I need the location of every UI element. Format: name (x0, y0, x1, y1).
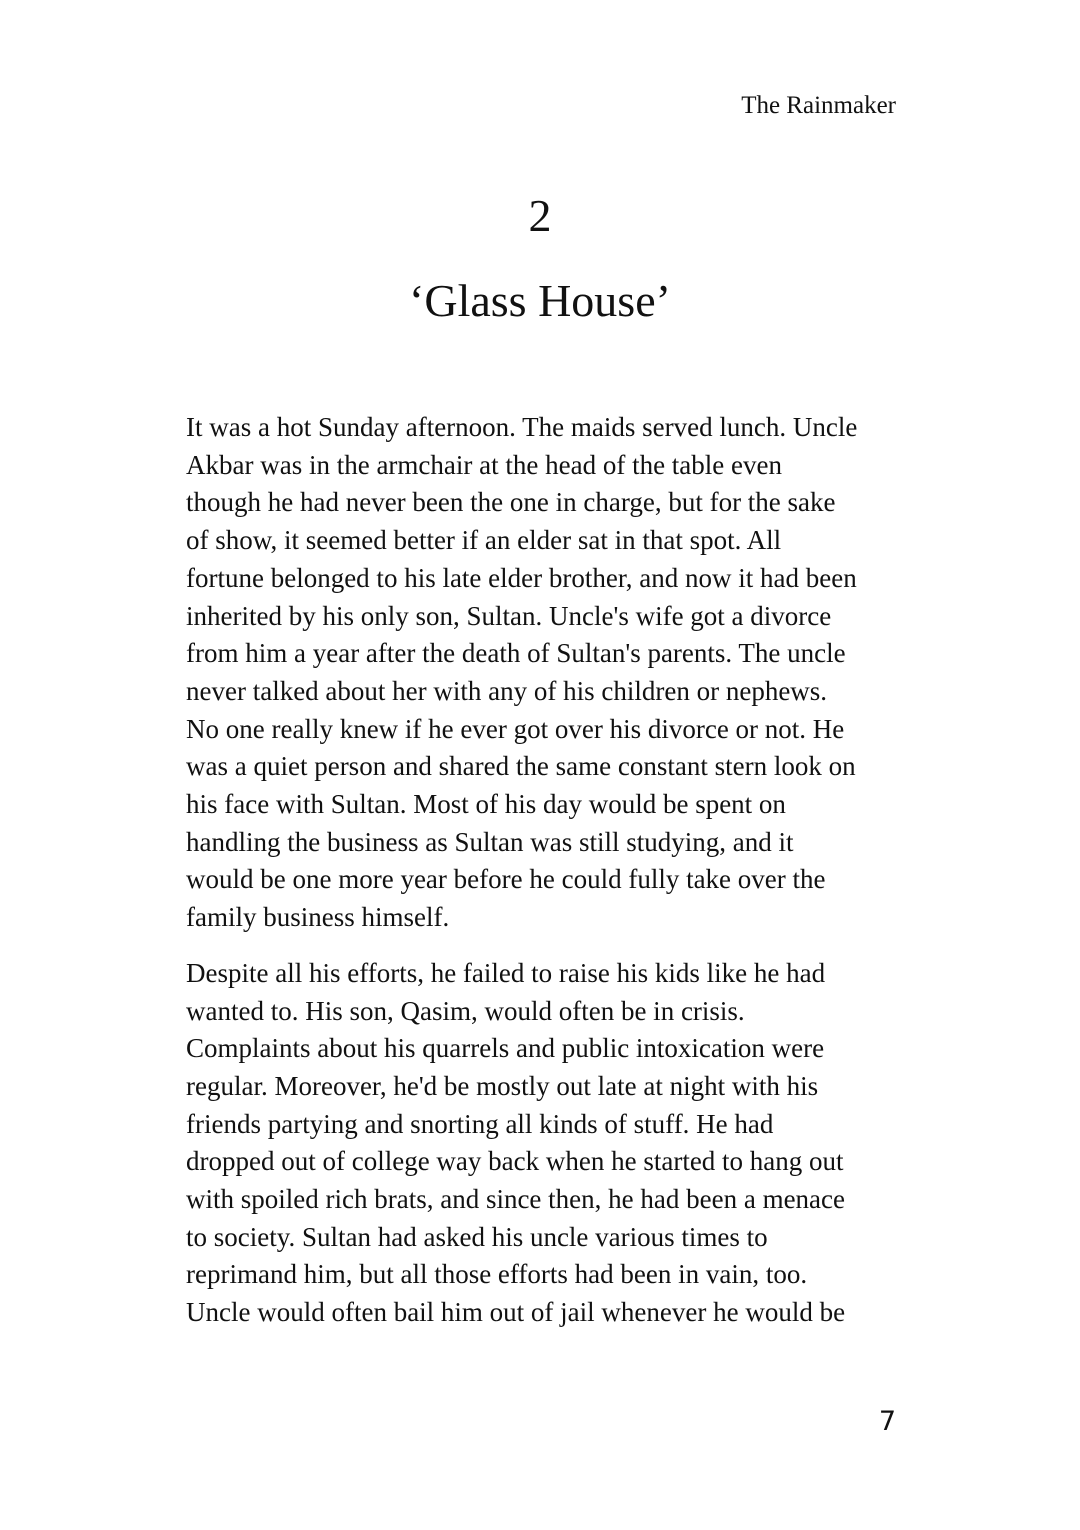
page-number: 7 (878, 1406, 896, 1437)
text-line: fortune belonged to his late elder brother, and now it had been (186, 562, 857, 593)
text-line: wanted to. His son, Qasim, would often be in crisis. (186, 995, 745, 1026)
text-line: from him a year after the death of Sultan's parents. The uncle (186, 638, 846, 669)
text-line: would be one more year before he could fully take over the (186, 864, 826, 895)
running-header: The Rainmaker (741, 92, 896, 119)
chapter-title: ‘Glass House’ (409, 275, 671, 326)
text-line: dropped out of college way back when he started to hang out (186, 1146, 844, 1177)
text-line: friends partying and snorting all kinds of stuff. He had (186, 1108, 774, 1139)
text-line: inherited by his only son, Sultan. Uncle's wife got a divorce (186, 600, 832, 631)
text-line: never talked about her with any of his children or nephews. (186, 675, 828, 706)
paragraph-1 (186, 409, 898, 937)
text-line: handling the business as Sultan was still studying, and it (186, 826, 794, 857)
text-line: his face with Sultan. Most of his day would be spent on (186, 789, 786, 820)
text-line: of show, it seemed better if an elder sat in that spot. All (186, 525, 782, 556)
text-line: to society. Sultan had asked his uncle various times to (186, 1221, 768, 1252)
text-line: regular. Moreover, he'd be mostly out late at night with his (186, 1070, 819, 1101)
text-line: with spoiled rich brats, and since then, he had been a menace (186, 1184, 846, 1215)
paragraph-2 (186, 955, 898, 1332)
text-line: Akbar was in the armchair at the head of the table even (186, 449, 782, 480)
text-line: Despite all his efforts, he failed to raise his kids like he had (186, 957, 826, 988)
text-line: though he had never been the one in charge, but for the sake (186, 487, 836, 518)
text-line: family business himself. (186, 902, 450, 933)
text-line: Uncle would often bail him out of jail whenever he would be (186, 1297, 846, 1328)
paragraph-spacing (186, 937, 898, 955)
text-line: It was a hot Sunday afternoon. The maids served lunch. Uncle (186, 412, 858, 442)
text-line: was a quiet person and shared the same constant stern look on (186, 751, 856, 782)
text-line: No one really knew if he ever got over his divorce or not. He (186, 713, 845, 744)
text-line: reprimand him, but all those efforts had been in vain, too. (186, 1259, 808, 1290)
chapter-number: 2 (528, 190, 552, 241)
text-line: Complaints about his quarrels and public intoxication were (186, 1033, 825, 1064)
body-text (186, 409, 898, 1332)
